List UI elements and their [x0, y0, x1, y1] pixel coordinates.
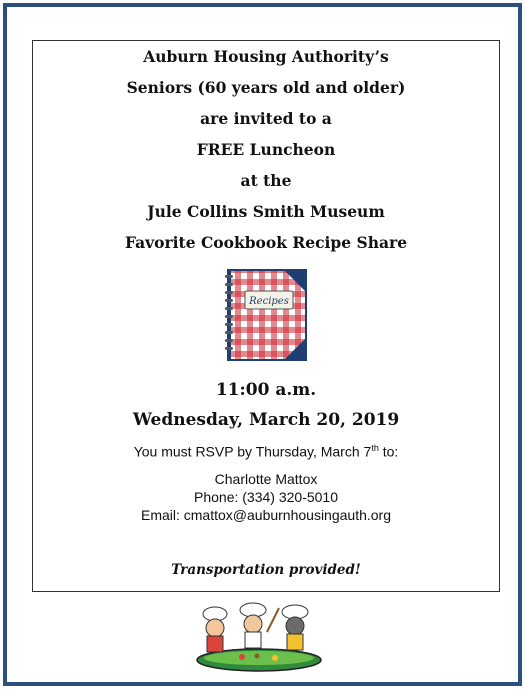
chefs-cooking-illustration [187, 602, 332, 672]
event-time: 11:00 a.m. [215, 380, 317, 400]
rsvp-line [33, 443, 499, 460]
contact-phone: Phone: (334) 320-5010 [194, 489, 338, 505]
contact-email: Email: cmattox@auburnhousingauth.org [140, 507, 392, 523]
invitation-box [32, 40, 500, 592]
event-date: Wednesday, March 20, 2019 [132, 410, 400, 430]
chef-right [282, 605, 308, 650]
museum-line: Jule Collins Smith Museum [147, 202, 385, 221]
rsvp-prefix: You must RSVP by Thursday, March 7 [133, 443, 372, 460]
contact-name: Charlotte Mattox [214, 471, 318, 487]
invited-line: are invited to a [200, 109, 332, 128]
chef-left [203, 607, 227, 652]
page-border-frame [3, 3, 522, 686]
chef-middle [240, 603, 279, 648]
audience-line: Seniors (60 years old and older) [126, 78, 406, 97]
organization-line: Auburn Housing Authority’s [143, 47, 389, 66]
rsvp-superscript: th [371, 443, 379, 453]
recipe-cookbook-icon [223, 267, 311, 363]
rsvp-suffix: to: [378, 443, 399, 460]
at-the-line: at the [240, 171, 292, 190]
luncheon-line: FREE Luncheon [196, 140, 336, 159]
event-name-line: Favorite Cookbook Recipe Share [124, 233, 408, 252]
transportation-note: Transportation provided! [171, 562, 361, 578]
cookbook-label: Recipes [249, 296, 289, 307]
